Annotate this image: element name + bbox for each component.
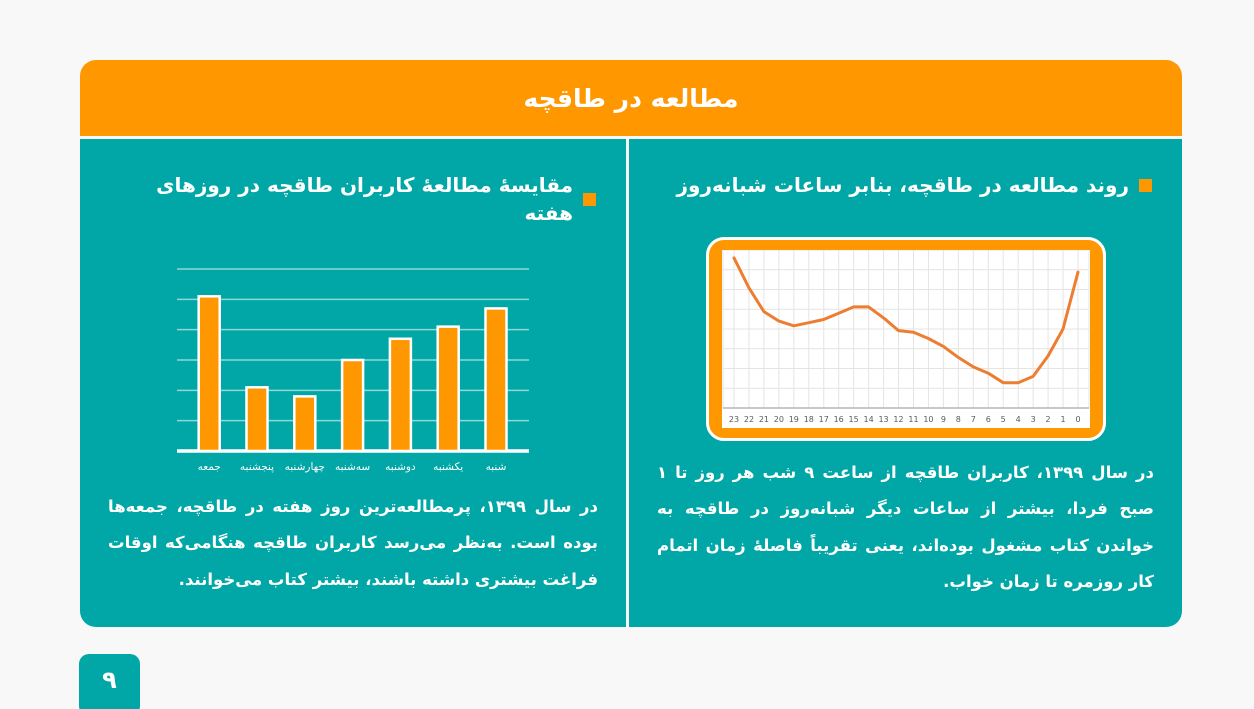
svg-text:23: 23 [728,415,739,424]
svg-text:13: 13 [877,415,889,424]
panel-hours [629,139,1182,627]
page-title: مطالعه در طاقچه [523,83,739,113]
svg-text:11: 11 [907,415,919,424]
svg-text:16: 16 [833,415,844,424]
svg-text:14: 14 [863,415,874,424]
svg-text:8: 8 [955,415,961,424]
svg-text:5: 5 [1000,415,1006,424]
page-header [80,60,1182,136]
svg-text:دوشنبه: دوشنبه [385,461,416,473]
svg-text:9: 9 [940,415,946,424]
svg-text:18: 18 [803,415,814,424]
svg-text:20: 20 [773,415,784,424]
panel-weekdays-title-row [110,171,596,227]
svg-text:یکشنبه: یکشنبه [433,461,464,473]
svg-text:2: 2 [1045,415,1051,424]
svg-text:1: 1 [1059,415,1066,424]
panel-weekdays-title: مقایسهٔ مطالعهٔ کاربران طاقچه در روزهای هفته [156,173,573,225]
panel-hours-title-row [659,171,1152,199]
panel-hours-caption: در سال ۱۳۹۹، کاربران طاقچه از ساعت ۹ شب هر روز تا ۱ صبح فردا، بیشتر از ساعات دیگر شبانه‌روز در طاقچه به خواندن کتاب مشغول بوده‌اند، یعنی تقریباً فاصلهٔ زمان اتمام کار روزمره تا زمان خواب. [657,463,1155,591]
svg-text:0: 0 [1074,415,1081,424]
svg-text:15: 15 [848,415,859,424]
panel-weekdays [80,139,626,627]
svg-text:6: 6 [985,415,991,424]
svg-text:سه‌شنبه: سه‌شنبه [334,461,371,473]
line-chart-frame [706,237,1106,441]
svg-text:10: 10 [922,415,934,424]
svg-text:7: 7 [970,415,976,424]
svg-text:چهارشنبه: چهارشنبه [284,461,325,473]
line-chart-canvas [722,250,1090,428]
svg-text:21: 21 [758,415,769,424]
svg-text:شنبه: شنبه [485,461,507,473]
panel-weekdays-caption: در سال ۱۳۹۹، پرمطالعه‌ترین روز هفته در طاقچه، جمعه‌ها بوده است. به‌نظر می‌رسد کاربران طاقچه هنگامی‌که اوقات فراغت بیشتری داشته باشند، بیشتر کتاب می‌خوانند. [108,497,598,589]
svg-text:17: 17 [818,415,829,424]
svg-text:22: 22 [743,415,754,424]
panel-hours-title: روند مطالعه در طاقچه، بنابر ساعات شبانه‌روز [676,173,1129,197]
page-number-badge: ۹ [79,654,140,709]
svg-text:پنجشنبه: پنجشنبه [239,461,275,473]
orange-square-bullet-icon [1139,179,1152,192]
svg-text:12: 12 [892,415,904,424]
svg-text:4: 4 [1015,415,1021,424]
bar-chart-canvas [177,267,529,479]
orange-square-bullet-icon [583,193,596,206]
svg-text:19: 19 [788,415,799,424]
svg-text:جمعه: جمعه [197,461,221,473]
svg-text:3: 3 [1030,415,1036,424]
panels-row [80,139,1182,627]
